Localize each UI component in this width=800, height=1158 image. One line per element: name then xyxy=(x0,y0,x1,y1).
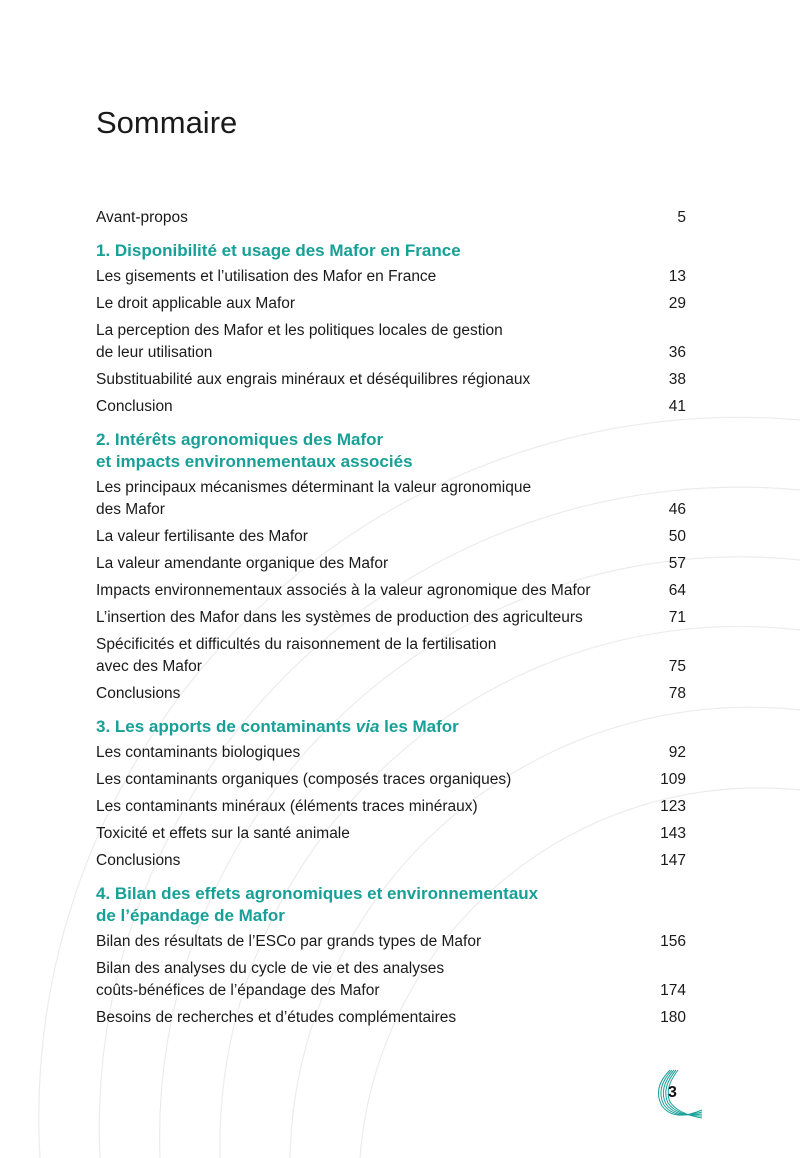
toc-entry-title xyxy=(96,796,650,818)
toc-entry-title xyxy=(96,823,650,845)
toc-entry-page: 123 xyxy=(660,798,686,815)
toc-entry-line: Les gisements et l’utilisation des Mafor en France xyxy=(96,268,437,285)
toc-entry-line: La valeur amendante organique des Mafor xyxy=(96,555,389,572)
toc-entry[interactable] xyxy=(96,526,686,548)
section-heading-line: 4. Bilan des effets agronomiques et environnementaux xyxy=(96,884,539,903)
toc-entry[interactable] xyxy=(96,1007,686,1029)
toc-entry[interactable] xyxy=(96,293,686,315)
toc-entry-title xyxy=(96,850,650,872)
toc-entry-page: 5 xyxy=(677,209,686,226)
section-heading-line: 1. Disponibilité et usage des Mafor en France xyxy=(96,241,461,260)
page-title: Sommaire xyxy=(96,105,238,140)
toc-entry-title xyxy=(96,320,650,364)
toc-entry-line: Bilan des analyses du cycle de vie et des analyses xyxy=(96,960,445,977)
toc-entry-line: Avant-propos xyxy=(96,209,188,226)
toc-entry-line: Conclusion xyxy=(96,398,173,415)
toc-entry-page: 92 xyxy=(668,744,686,761)
toc-entry-page: 57 xyxy=(668,555,686,572)
toc-entry-line: La valeur fertilisante des Mafor xyxy=(96,528,308,545)
toc-entry[interactable] xyxy=(96,958,686,1002)
toc-entry-title xyxy=(96,293,650,315)
toc-entry-line: Les contaminants minéraux (éléments traces minéraux) xyxy=(96,798,478,815)
italic-word: via xyxy=(355,717,380,736)
toc-entry-title xyxy=(96,634,650,678)
toc-entry-page: 41 xyxy=(668,398,686,415)
toc-entry[interactable] xyxy=(96,207,686,229)
toc-entry-line: coûts-bénéfices de l’épandage des Mafor xyxy=(96,982,380,999)
toc-entry-page: 75 xyxy=(668,658,686,675)
toc-entry-page: 180 xyxy=(660,1009,686,1026)
toc-entry[interactable] xyxy=(96,320,686,364)
toc-entry-line: de leur utilisation xyxy=(96,344,213,361)
toc-entry[interactable] xyxy=(96,931,686,953)
toc-section-heading xyxy=(96,240,686,262)
toc-entry-line: Conclusions xyxy=(96,685,181,702)
toc-entry-title xyxy=(96,396,650,418)
toc-entry-page: 156 xyxy=(660,933,686,950)
toc-entry-title xyxy=(96,580,650,602)
toc-entry-page: 64 xyxy=(668,582,686,599)
toc-entry-title xyxy=(96,266,650,288)
toc-entry-line: Substituabilité aux engrais minéraux et déséquilibres régionaux xyxy=(96,371,531,388)
toc-entry-line: Impacts environnementaux associés à la valeur agronomique des Mafor xyxy=(96,582,591,599)
section-heading-line: 2. Intérêts agronomiques des Mafor xyxy=(96,430,384,449)
toc-entry[interactable] xyxy=(96,396,686,418)
toc-entry[interactable] xyxy=(96,477,686,521)
toc-entry-line: Conclusions xyxy=(96,852,181,869)
toc-entry[interactable] xyxy=(96,580,686,602)
toc-entry[interactable] xyxy=(96,742,686,764)
toc-entry-page: 50 xyxy=(668,528,686,545)
toc-section-heading xyxy=(96,429,686,473)
toc-entry-line: Bilan des résultats de l’ESCo par grands types de Mafor xyxy=(96,933,482,950)
toc-entry[interactable] xyxy=(96,823,686,845)
toc-entry-line: Les contaminants biologiques xyxy=(96,744,301,761)
toc-entry-page: 38 xyxy=(668,371,686,388)
toc-entry[interactable] xyxy=(96,266,686,288)
toc-entry-line: avec des Mafor xyxy=(96,658,202,675)
toc-entry-page: 109 xyxy=(660,771,686,788)
section-heading-line: 3. Les apports de contaminants via les Mafor xyxy=(96,717,459,736)
toc-section-heading xyxy=(96,883,686,927)
toc-entry-page: 13 xyxy=(668,268,686,285)
toc-entry-page: 36 xyxy=(668,344,686,361)
page-number: 3 xyxy=(668,1084,677,1101)
toc-entry-page: 143 xyxy=(660,825,686,842)
toc-entry-line: La perception des Mafor et les politiques locales de gestion xyxy=(96,322,503,339)
toc-entry[interactable] xyxy=(96,553,686,575)
toc-entry-line: Le droit applicable aux Mafor xyxy=(96,295,296,312)
toc-entry-title xyxy=(96,742,650,764)
toc-entry-title xyxy=(96,683,650,705)
toc-entry-line: Spécificités et difficultés du raisonnement de la fertilisation xyxy=(96,636,497,653)
section-heading-line: et impacts environnementaux associés xyxy=(96,452,413,471)
toc-entry-line: Les contaminants organiques (composés traces organiques) xyxy=(96,771,512,788)
toc-entry-line: des Mafor xyxy=(96,501,165,518)
toc-entry-title xyxy=(96,207,650,229)
toc-entry-title xyxy=(96,553,650,575)
toc-entry-page: 147 xyxy=(660,852,686,869)
toc-entry-page: 46 xyxy=(668,501,686,518)
toc-entry-title xyxy=(96,958,650,1002)
toc-entry-page: 29 xyxy=(668,295,686,312)
table-of-contents xyxy=(96,207,686,1034)
page-number-logo-icon xyxy=(648,1066,708,1126)
toc-entry-page: 78 xyxy=(668,685,686,702)
toc-entry[interactable] xyxy=(96,634,686,678)
toc-entry-title xyxy=(96,607,650,629)
toc-entry-page: 71 xyxy=(668,609,686,626)
toc-entry[interactable] xyxy=(96,796,686,818)
toc-section-heading xyxy=(96,716,686,738)
toc-entry-page: 174 xyxy=(660,982,686,999)
toc-entry-title xyxy=(96,369,650,391)
toc-entry-title xyxy=(96,769,650,791)
toc-entry-line: Toxicité et effets sur la santé animale xyxy=(96,825,350,842)
toc-entry-title xyxy=(96,526,650,548)
toc-entry[interactable] xyxy=(96,683,686,705)
toc-entry-title xyxy=(96,931,650,953)
toc-entry-title xyxy=(96,1007,650,1029)
toc-entry-line: Les principaux mécanismes déterminant la valeur agronomique xyxy=(96,479,532,496)
toc-entry[interactable] xyxy=(96,769,686,791)
toc-entry[interactable] xyxy=(96,369,686,391)
toc-entry-line: L’insertion des Mafor dans les systèmes de production des agriculteurs xyxy=(96,609,583,626)
toc-entry[interactable] xyxy=(96,607,686,629)
toc-entry[interactable] xyxy=(96,850,686,872)
section-heading-line: de l’épandage de Mafor xyxy=(96,906,285,925)
toc-entry-line: Besoins de recherches et d’études complémentaires xyxy=(96,1009,457,1026)
toc-entry-title xyxy=(96,477,650,521)
